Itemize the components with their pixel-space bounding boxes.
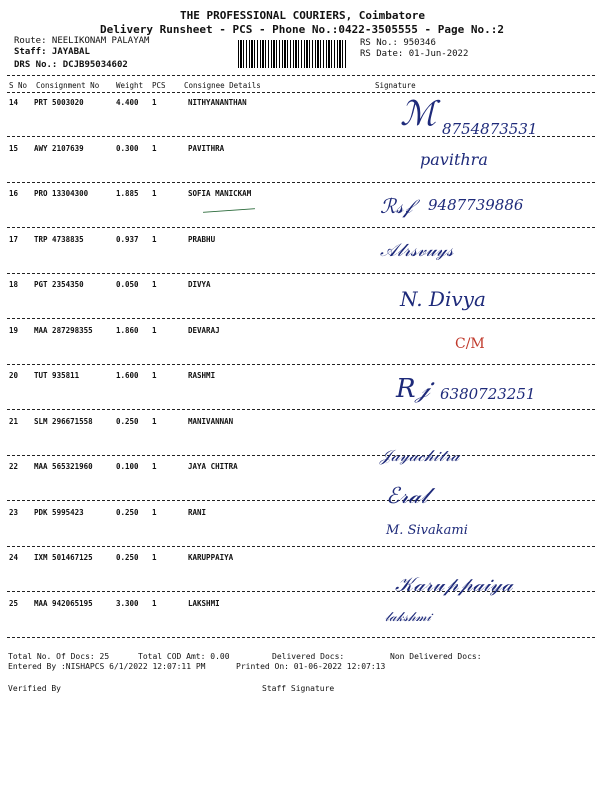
row-consignee: LAKSHMI: [188, 599, 220, 608]
signature-mark-23: ℰ𝓇𝒶𝓁: [386, 484, 428, 509]
staff-signature-label: Staff Signature: [262, 684, 335, 693]
row-consignee: RANI: [188, 508, 207, 517]
signature-16: 9487739886: [428, 196, 524, 214]
signature-15: pavithra: [420, 150, 488, 169]
row-consignee: PRABHU: [188, 235, 216, 244]
staff-label: Staff: JAYABAL: [14, 47, 90, 57]
row-sno: 16: [9, 189, 19, 198]
row-consignment: MAA 287298355: [34, 326, 93, 335]
signature-mark-17: 𝒜𝓁𝓇𝓈𝓋𝓊𝓎𝓈: [380, 240, 454, 261]
row-consignee: RASHMI: [188, 371, 216, 380]
row-consignee: DEVARAJ: [188, 326, 220, 335]
rs-date: RS Date: 01-Jun-2022: [360, 49, 469, 59]
row-weight: 1.860: [116, 326, 139, 335]
row-consignment: PRO 13304300: [34, 189, 89, 198]
signature-mark-22: 𝒥𝒶𝓎𝒶𝒸𝒽𝒾𝓉𝓇𝒶: [380, 446, 460, 465]
row-divider: [7, 455, 595, 456]
row-weight: 0.100: [116, 462, 139, 471]
row-consignment: MAA 565321960: [34, 462, 93, 471]
signature-23: M. Sivakami: [386, 523, 468, 538]
signature-mark-14: ℳ: [400, 94, 437, 134]
signature-mark-20: 𝑅𝒿: [396, 374, 430, 404]
col-consignee: Consignee Details: [184, 81, 261, 90]
row-pcs: 1: [152, 326, 157, 335]
row-consignee: MANIVANNAN: [188, 417, 234, 426]
signature-20: 6380723251: [440, 385, 536, 403]
row-sno: 19: [9, 326, 19, 335]
row-sno: 14: [9, 98, 19, 107]
col-signature: Signature: [375, 81, 416, 90]
signature-14: 8754873531: [442, 120, 538, 138]
entered-by: Entered By :NISHAPCS 6/1/2022 12:07:11 PM: [8, 662, 206, 671]
row-weight: 0.250: [116, 553, 139, 562]
row-consignment: AWY 2107639: [34, 144, 84, 153]
row-consignment: TUT 935811: [34, 371, 80, 380]
rs-number: RS No.: 950346: [360, 38, 436, 48]
row-weight: 1.600: [116, 371, 139, 380]
route-label: Route: NEELIKONAM PALAYAM: [14, 36, 150, 46]
row-divider: [7, 273, 595, 274]
signature-18: N. Divya: [400, 287, 486, 311]
row-consignee: SOFIA MANICKAM: [188, 189, 252, 198]
row-sno: 21: [9, 417, 19, 426]
header-divider-bottom: [7, 92, 595, 93]
runsheet-title: Delivery Runsheet - PCS - Phone No.:0422-3505555 - Page No.:2: [100, 23, 504, 36]
row-weight: 0.050: [116, 280, 139, 289]
row-divider: [7, 546, 595, 547]
row-sno: 18: [9, 280, 19, 289]
col-sno: S No: [9, 81, 28, 90]
row-pcs: 1: [152, 599, 157, 608]
total-docs: Total No. Of Docs: 25: [8, 652, 110, 661]
row-sno: 25: [9, 599, 19, 608]
total-cod: Total COD Amt: 0.00: [138, 652, 230, 661]
row-consignment: IXM 501467125: [34, 553, 93, 562]
row-weight: 0.250: [116, 508, 139, 517]
row-weight: 0.300: [116, 144, 139, 153]
row-consignment: PGT 2354350: [34, 280, 84, 289]
row-sno: 20: [9, 371, 19, 380]
row-pcs: 1: [152, 144, 157, 153]
row-weight: 3.300: [116, 599, 139, 608]
row-consignee: NITHYANANTHAN: [188, 98, 247, 107]
row-sno: 22: [9, 462, 19, 471]
row-sno: 23: [9, 508, 19, 517]
verified-by: Verified By: [8, 684, 61, 693]
signature-mark-16: ℛ𝓈𝒻: [380, 194, 413, 218]
header-divider-top: [7, 75, 595, 76]
row-weight: 0.250: [116, 417, 139, 426]
row-pcs: 1: [152, 508, 157, 517]
row-consignee: KARUPPAIYA: [188, 553, 234, 562]
row-consignee: PAVITHRA: [188, 144, 225, 153]
row-pcs: 1: [152, 189, 157, 198]
delivered-docs: Delivered Docs:: [272, 652, 345, 661]
row-weight: 4.400: [116, 98, 139, 107]
drs-label: DRS No.: DCJB95034602: [14, 60, 128, 70]
col-weight: Weight: [116, 81, 144, 90]
row-divider: [7, 364, 595, 365]
row-divider: [7, 500, 595, 501]
signature-mark-24: 𝒦𝒶𝓇𝓊𝓅𝓅𝒶𝒾𝓎𝒶: [395, 572, 513, 596]
row-consignment: PRT 5003020: [34, 98, 84, 107]
company-title: THE PROFESSIONAL COURIERS, Coimbatore: [180, 9, 426, 22]
row-consignee: DIVYA: [188, 280, 211, 289]
row-consignment: PDK 5995423: [34, 508, 84, 517]
row-weight: 1.885: [116, 189, 139, 198]
row-pcs: 1: [152, 235, 157, 244]
row-divider: [7, 637, 595, 638]
row-divider: [7, 318, 595, 319]
row-divider: [7, 409, 595, 410]
row-divider: [7, 182, 595, 183]
row-consignee: JAYA CHITRA: [188, 462, 238, 471]
signature-19: C/M: [455, 336, 485, 352]
col-pcs: PCS: [152, 81, 166, 90]
row-consignment: TRP 4738835: [34, 235, 84, 244]
row-pcs: 1: [152, 371, 157, 380]
row-pcs: 1: [152, 280, 157, 289]
row-sno: 17: [9, 235, 19, 244]
row-weight: 0.937: [116, 235, 139, 244]
row-consignment: MAA 942065195: [34, 599, 93, 608]
printed-on: Printed On: 01-06-2022 12:07:13: [236, 662, 386, 671]
row-divider: [7, 227, 595, 228]
row-pcs: 1: [152, 553, 157, 562]
signature-mark-25: 𝓁𝒶𝓀𝓈𝒽𝓂𝒾: [385, 610, 431, 625]
non-delivered-docs: Non Delivered Docs:: [390, 652, 482, 661]
row-pcs: 1: [152, 417, 157, 426]
row-pcs: 1: [152, 98, 157, 107]
col-consignment: Consignment No: [36, 81, 100, 90]
row-pcs: 1: [152, 462, 157, 471]
barcode-image: [238, 40, 348, 68]
signature-line-16: [203, 208, 255, 213]
row-sno: 15: [9, 144, 19, 153]
row-consignment: SLM 296671558: [34, 417, 93, 426]
row-sno: 24: [9, 553, 19, 562]
